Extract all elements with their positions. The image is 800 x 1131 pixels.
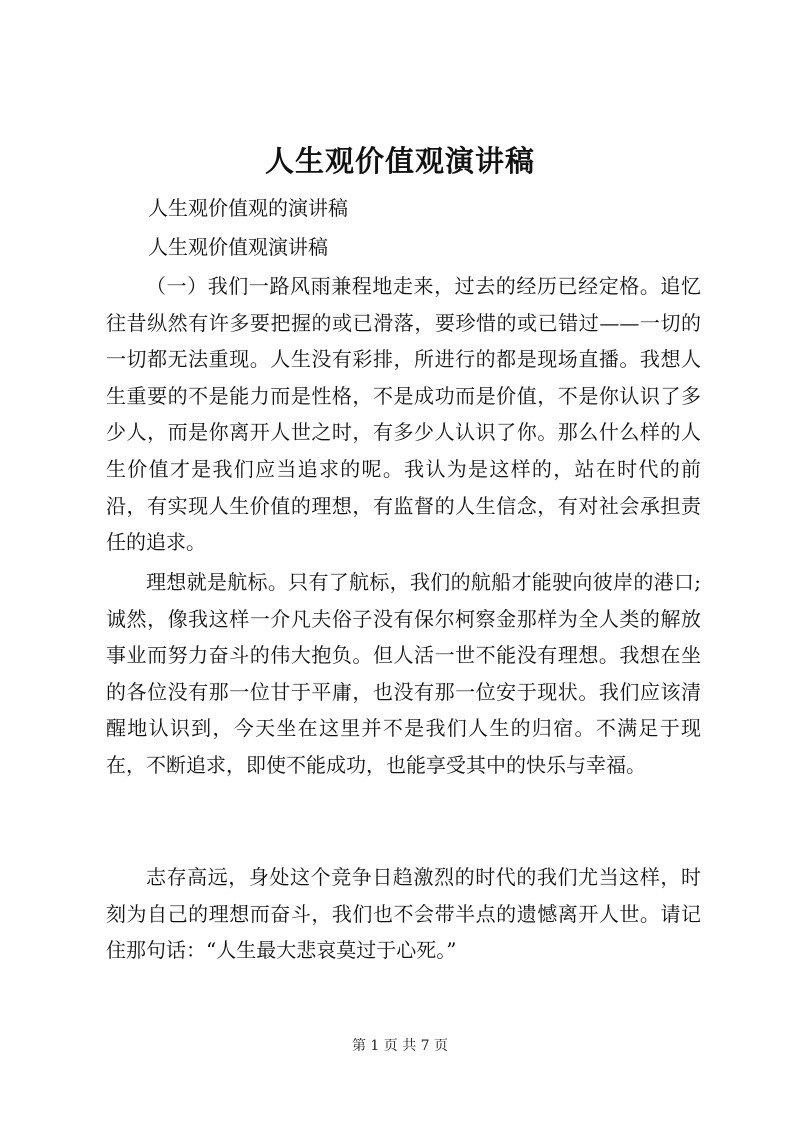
document-title: 人生观价值观演讲稿 xyxy=(264,144,535,178)
subtitle-line-1: 人生观价值观的演讲稿 xyxy=(148,196,348,220)
paragraph-2: 理想就是航标。只有了航标，我们的航船才能驶向彼岸的港口;诚然，像我这样一介凡夫俗子没有保尔柯察金那样为全人类的解放事业而努力奋斗的伟大抱负。但人活一世不能没有理想。我想在坐的各位没有那一位甘于平庸，也没有那一位安于现状。我们应该清醒地认识到，今天坐在这里并不是我们人生的归宿。不满足于现在，不断追求，即使不能成功，也能享受其中的快乐与幸福。 xyxy=(106,570,701,777)
subtitle-line-2: 人生观价值观演讲稿 xyxy=(148,235,328,259)
page-footer: 第 1 页 共 7 页 xyxy=(351,1038,449,1054)
paragraph-1: （一）我们一路风雨兼程地走来，过去的经历已经定格。追忆往昔纵然有许多要把握的或已滑落，要珍惜的或已错过——一切的一切都无法重现。人生没有彩排，所进行的都是现场直播。我想人生重要的不是能力而是性格，不是成功而是价值，不是你认识了多少人，而是你离开人世之时，有多少人认识了你。那么什么样的人生价值才是我们应当追求的呢。我认为是这样的，站在时代的前沿，有实现人生价值的理想，有监督的人生信念，有对社会承担责任的追求。 xyxy=(106,274,701,555)
paragraph-3: 志存高远，身处这个竞争日趋激烈的时代的我们尤当这样，时刻为自己的理想而奋斗，我们也不会带半点的遗憾离开人世。请记住那句话：“人生最大悲哀莫过于心死。” xyxy=(106,865,701,963)
